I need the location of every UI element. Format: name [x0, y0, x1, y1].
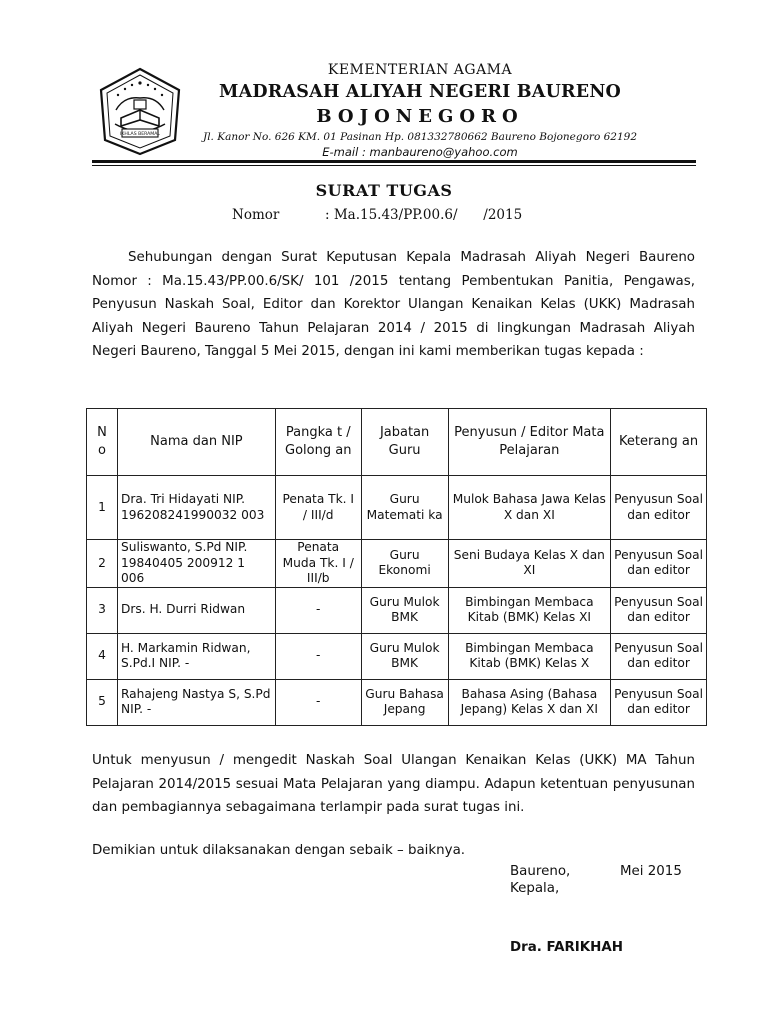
cell-keterangan: Penyusun Soal dan editor: [611, 476, 707, 540]
cell-penyusun: Bimbingan Membaca Kitab (BMK) Kelas X: [448, 633, 611, 679]
cell-jabatan: Guru Mulok BMK: [361, 633, 448, 679]
cell-penyusun: Seni Budaya Kelas X dan XI: [448, 540, 611, 588]
cell-nama: H. Markamin Ridwan, S.Pd.I NIP. -: [117, 633, 275, 679]
signature-place: Baureno,: [510, 864, 571, 879]
table-row: [87, 679, 707, 725]
kementerian-agama-emblem-icon: [94, 66, 186, 156]
cell-penyusun: Bimbingan Membaca Kitab (BMK) Kelas XI: [448, 587, 611, 633]
header-pangkat: Pangka t / Golong an: [275, 409, 361, 476]
school-name: MADRASAH ALIYAH NEGERI BAURENO: [219, 82, 621, 102]
header-penyusun: Penyusun / Editor Mata Pelajaran: [448, 409, 611, 476]
cell-no: 4: [87, 633, 118, 679]
logo-text: IKHLAS BERAMAL: [120, 132, 160, 137]
cell-pangkat: -: [275, 587, 361, 633]
cell-pangkat: Penata Tk. I / III/d: [275, 476, 361, 540]
cell-no: 2: [87, 540, 118, 588]
opening-paragraph: Sehubungan dengan Surat Keputusan Kepala Madrasah Aliyah Negeri Baureno Nomor : Ma.15.43/PP.00.6/SK/ 101 /2015 tentang Pembentukan Panitia, Pengawas, Penyusun Naskah Soal, Editor dan Korektor Ulangan Kenaikan Kelas (UKK) Madrasah Aliyah Negeri Baureno Tahun Pelajaran 2014 / 2015 di lingkungan Madrasah Aliyah Negeri Baureno, Tanggal 5 Mei 2015, dengan ini kami memberikan tugas kepada :: [92, 250, 695, 359]
table-row: [87, 476, 707, 540]
school-email: E-mail : manbaureno@yahoo.com: [322, 145, 518, 159]
cell-keterangan: Penyusun Soal dan editor: [611, 587, 707, 633]
table-row: [87, 587, 707, 633]
table-row: [87, 540, 707, 588]
ministry-heading: KEMENTERIAN AGAMA: [327, 62, 513, 78]
signature-name: Dra. FARIKHAH: [510, 940, 623, 955]
closing-paragraph: Untuk menyusun / mengedit Naskah Soal Ulangan Kenaikan Kelas (UKK) MA Tahun Pelajaran 2014/2015 sesuai Mata Pelajaran yang diampu. Adapun ketentuan penyusunan dan pembagiannya sebagaimana terlampir pada surat tugas ini.: [92, 753, 695, 815]
city-name: BOJONEGORO: [316, 106, 524, 127]
cell-no: 3: [87, 587, 118, 633]
cell-keterangan: Penyusun Soal dan editor: [611, 679, 707, 725]
cell-nama: Suliswanto, S.Pd NIP. 19840405 200912 1 006: [117, 540, 275, 588]
signature-month-year: Mei 2015: [620, 864, 682, 879]
cell-penyusun: Mulok Bahasa Jawa Kelas X dan XI: [448, 476, 611, 540]
table-row: [87, 633, 707, 679]
cell-pangkat: -: [275, 633, 361, 679]
cell-nama: Drs. H. Durri Ridwan: [117, 587, 275, 633]
cell-jabatan: Guru Bahasa Jepang: [361, 679, 448, 725]
letter-title: SURAT TUGAS: [315, 181, 453, 200]
closing-line: Demikian untuk dilaksanakan dengan sebaik – baiknya.: [92, 843, 466, 858]
header-keterangan: Keterang an: [611, 409, 707, 476]
nomor-label: Nomor: [232, 207, 280, 223]
header-no: N o: [87, 409, 118, 476]
signature-place-date: [510, 864, 696, 879]
cell-nama: Dra. Tri Hidayati NIP. 196208241990032 003: [117, 476, 275, 540]
cell-nama: Rahajeng Nastya S, S.Pd NIP. -: [117, 679, 275, 725]
table-header-row: [87, 409, 707, 476]
letterhead-rule-thick: [92, 160, 696, 163]
cell-keterangan: Penyusun Soal dan editor: [611, 633, 707, 679]
cell-pangkat: Penata Muda Tk. I / III/b: [275, 540, 361, 588]
cell-pangkat: -: [275, 679, 361, 725]
header-nama: Nama dan NIP: [117, 409, 275, 476]
school-address: Jl. Kanor No. 626 KM. 01 Pasinan Hp. 081332780662 Baureno Bojonegoro 62192: [202, 131, 638, 143]
cell-jabatan: Guru Ekonomi: [361, 540, 448, 588]
assignment-table: [86, 408, 707, 726]
cell-no: 1: [87, 476, 118, 540]
nomor-value: : Ma.15.43/PP.00.6/ /2015: [325, 207, 523, 223]
cell-keterangan: Penyusun Soal dan editor: [611, 540, 707, 588]
letterhead-rule-thin: [92, 165, 696, 166]
cell-no: 5: [87, 679, 118, 725]
cell-jabatan: Guru Matemati ka: [361, 476, 448, 540]
cell-penyusun: Bahasa Asing (Bahasa Jepang) Kelas X dan XI: [448, 679, 611, 725]
header-jabatan: Jabatan Guru: [361, 409, 448, 476]
signature-role: Kepala,: [510, 881, 560, 896]
cell-jabatan: Guru Mulok BMK: [361, 587, 448, 633]
